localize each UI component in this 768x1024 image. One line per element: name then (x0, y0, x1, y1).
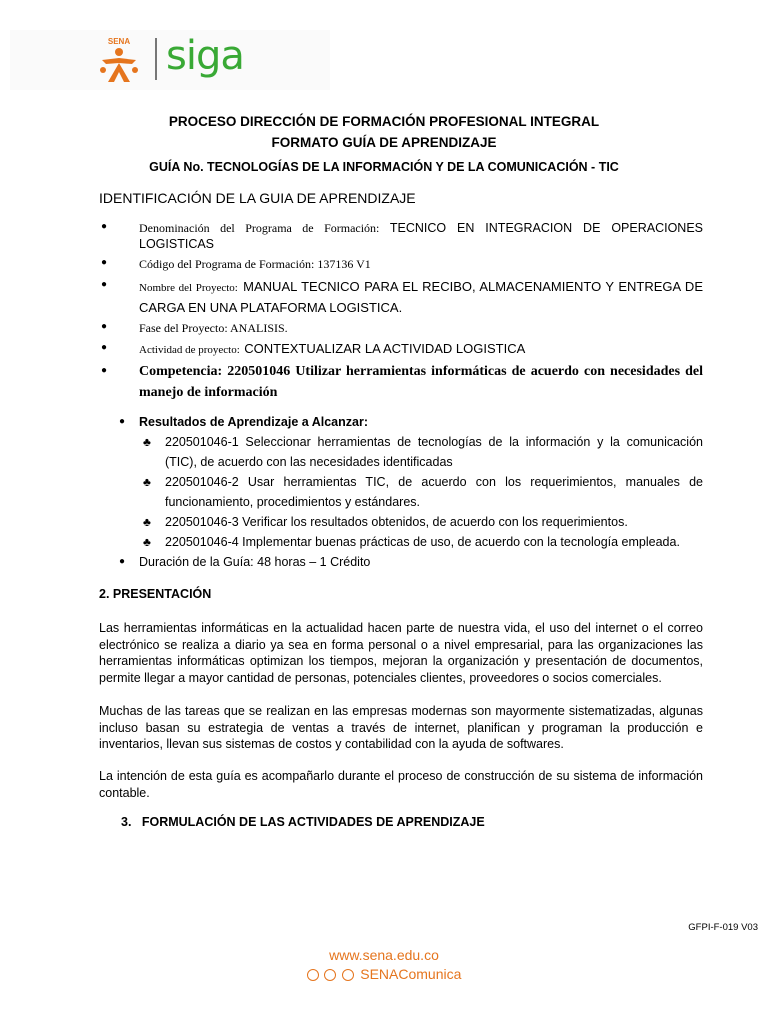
bullet-icon: ● (101, 342, 108, 353)
results-list (99, 432, 703, 552)
process-title: PROCESO DIRECCIÓN DE FORMACIÓN PROFESIONAL INTEGRAL (168, 114, 600, 129)
siga-logo: siga (166, 33, 244, 79)
list-item-program (99, 220, 703, 252)
bullet-icon: ● (119, 416, 126, 427)
result-text: 220501046-4 Implementar buenas prácticas de uso, de acuerdo con la tecnología empleada. (165, 535, 680, 549)
presentation-paragraph-1: Las herramientas informáticas en la actualidad hacen parte de nuestra vida, el uso del internet o el correo electrónico se realiza a diario ya sea en forma personal o a nivel empresarial, para las organizaciones las herramientas informáticas optimizan los tiempos, mejoran la organización y presentación de documentos, permite llegar a mayor cantidad de personas, potenciales clientes, proveedores o socios comerciales. (99, 621, 703, 685)
logo-divider (155, 38, 157, 80)
facebook-icon (307, 969, 319, 981)
activity-value: CONTEXTUALIZAR LA ACTIVIDAD LOGISTICA (244, 341, 526, 356)
result-text: 220501046-3 Verificar los resultados obtenidos, de acuerdo con los requerimientos. (165, 515, 628, 529)
list-item (99, 432, 703, 472)
presentation-paragraph-2: Muchas de las tareas que se realizan en las empresas modernas son mayormente sistematizadas, algunas incluso basan su estrategia de ventas a través de internet, planifican y programan la producción e inventarios, llevan sus sistemas de costos y contabilidad con la ayuda de softwares. (99, 704, 703, 751)
bullet-icon: ● (101, 221, 108, 232)
competence-text: Competencia: 220501046 Utilizar herramientas informáticas de acuerdo con necesidades del manejo de información (139, 364, 703, 400)
list-item-code (99, 256, 703, 272)
social-handle: SENAComunica (360, 966, 462, 982)
footer-url[interactable]: www.sena.edu.co (329, 947, 439, 963)
project-label: Nombre del Proyecto: (139, 282, 238, 294)
twitter-icon (342, 969, 354, 981)
result-text: 220501046-1 Seleccionar herramientas de tecnologías de la información y la comunicación (TIC), de acuerdo con las necesidades identificadas (165, 435, 703, 469)
document-code: GFPI-F-019 V03 (688, 922, 758, 933)
bullet-icon: ● (101, 279, 108, 290)
phase-label: Fase del Proyecto: (139, 321, 228, 335)
project-value: MANUAL TECNICO PARA EL RECIBO, ALMACENAMIENTO Y ENTREGA DE CARGA EN UNA PLATAFORMA LOGISTICA. (139, 279, 703, 315)
program-label: Denominación del Programa de Formación: (139, 221, 380, 235)
list-item (99, 472, 703, 512)
list-item-project (99, 276, 703, 318)
duration-row (99, 552, 703, 572)
club-bullet-icon: ♣ (143, 435, 151, 449)
instagram-icon (324, 969, 336, 981)
bullet-icon: ● (101, 257, 108, 268)
list-item-activity (99, 339, 703, 359)
footer-social (0, 966, 768, 982)
bullet-icon: ● (101, 321, 108, 332)
sena-logo-text: SENA (107, 37, 131, 46)
list-item (99, 512, 703, 532)
presentation-paragraph-3: La intención de esta guía es acompañarlo durante el proceso de construcción de su sistema de información contable. (99, 769, 703, 800)
presentation-heading: 2. PRESENTACIÓN (99, 587, 212, 601)
club-bullet-icon: ♣ (143, 515, 151, 529)
phase-value: ANALISIS. (230, 321, 288, 335)
identification-heading: IDENTIFICACIÓN DE LA GUIA DE APRENDIZAJE (99, 190, 416, 206)
activity-label: Actividad de proyecto: (139, 344, 240, 356)
bullet-icon: ● (101, 365, 108, 376)
list-item-competence (99, 361, 703, 403)
code-value: 137136 V1 (317, 257, 371, 271)
code-label: Código del Programa de Formación: (139, 257, 315, 271)
sena-logo (94, 36, 144, 86)
activities-heading: 3. FORMULACIÓN DE LAS ACTIVIDADES DE APRENDIZAJE (121, 815, 485, 829)
club-bullet-icon: ♣ (143, 535, 151, 549)
guide-title: GUÍA No. TECNOLOGÍAS DE LA INFORMACIÓN Y DE LA COMUNICACIÓN - TIC (149, 160, 619, 174)
result-text: 220501046-2 Usar herramientas TIC, de acuerdo con los requerimientos, manuales de funcionamiento, procedimientos y estándares. (165, 475, 703, 509)
duration-text: Duración de la Guía: 48 horas – 1 Crédito (139, 555, 371, 569)
results-heading-row (99, 412, 703, 432)
program-value: TECNICO EN INTEGRACION DE OPERACIONES LOGISTICAS (139, 221, 704, 251)
club-bullet-icon: ♣ (143, 475, 151, 489)
format-title: FORMATO GUÍA DE APRENDIZAJE (271, 135, 497, 150)
list-item (99, 532, 703, 552)
bullet-icon: ● (119, 556, 126, 567)
list-item-phase (99, 320, 703, 336)
results-heading: Resultados de Aprendizaje a Alcanzar: (139, 415, 368, 429)
identification-list (99, 220, 703, 403)
results-section (99, 412, 703, 572)
